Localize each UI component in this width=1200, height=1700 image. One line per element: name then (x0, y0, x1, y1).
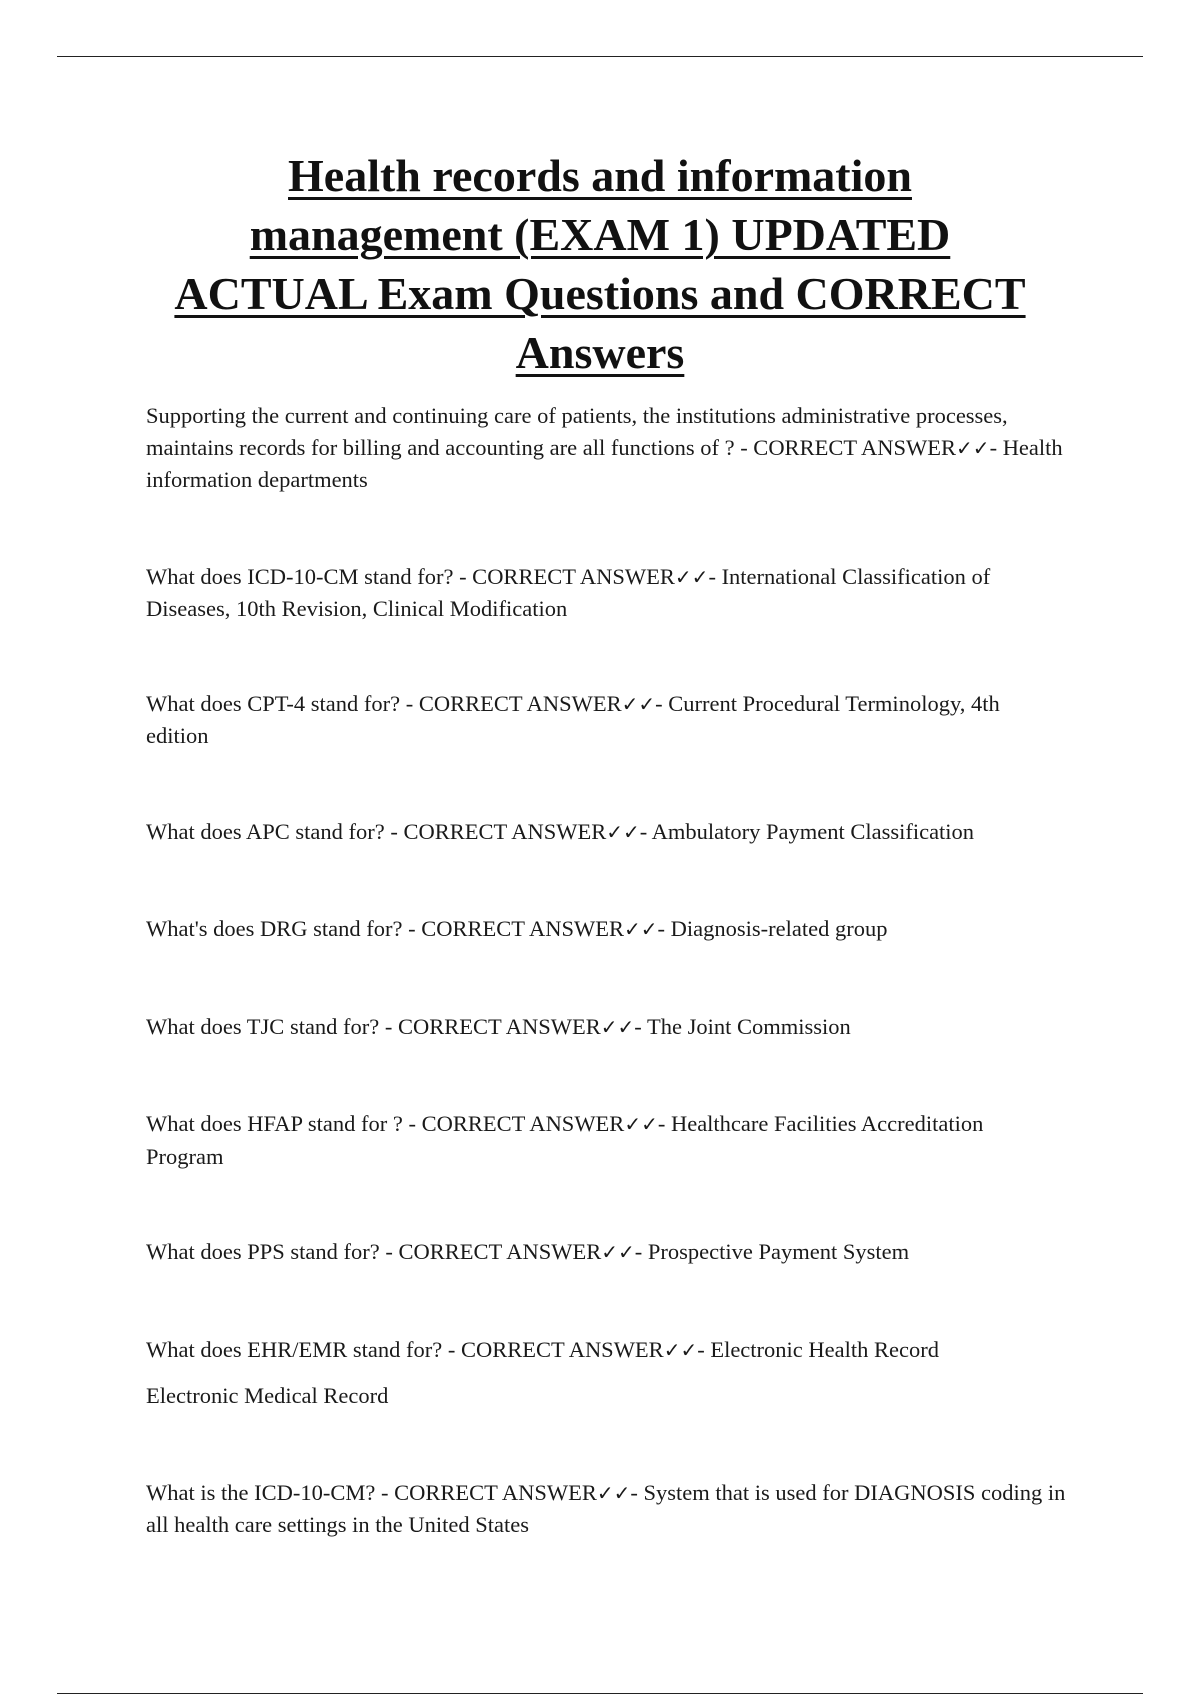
answer-dash: - (634, 1239, 648, 1264)
correct-answer-label: - CORRECT ANSWER (453, 563, 675, 589)
document-title (110, 146, 1090, 382)
correct-answer-label: - CORRECT ANSWER (375, 1479, 597, 1505)
answer-dash: - (708, 563, 722, 589)
answer-text: International Classification of Diseases, 10th Revision, Clinical Modification (146, 563, 991, 621)
answer-text: Electronic Health Record (710, 1336, 939, 1362)
answer-text: System that is used for DIAGNOSIS coding in all health care settings in the United States (146, 1479, 1066, 1537)
question-text: Supporting the current and continuing care of patients, the institutions administrative processes, maintains records for billing and accounting are all functions of ? (146, 403, 1008, 460)
checkmark-icon: ✓✓ (596, 1480, 631, 1505)
question-text: What does APC stand for? (146, 818, 385, 844)
correct-answer-label: - CORRECT ANSWER (402, 1111, 625, 1136)
qa-item (146, 816, 1066, 849)
qa-item (146, 1477, 1066, 1541)
answer-text: Current Procedural Terminology, 4th edition (146, 690, 1000, 748)
answer-dash: - (657, 916, 671, 941)
checkmark-icon: ✓✓ (663, 1337, 698, 1362)
qa-item (146, 1236, 1066, 1269)
question-text: What does ICD-10-CM stand for? (146, 563, 454, 589)
question-text: What's does DRG stand for? (146, 916, 403, 941)
qa-item (146, 1108, 1066, 1172)
answer-text: Health information departments (146, 434, 1063, 492)
checkmark-icon: ✓✓ (956, 435, 990, 460)
correct-answer-label: - CORRECT ANSWER (379, 1013, 601, 1039)
answer-text: Prospective Payment System (647, 1239, 910, 1264)
checkmark-icon: ✓✓ (674, 564, 709, 589)
answer-dash: - (639, 818, 652, 844)
qa-item (146, 913, 1066, 946)
answer-text: Diagnosis-related group (670, 916, 888, 941)
qa-item (146, 688, 1066, 752)
qa-item (146, 1011, 1066, 1044)
question-text: What does HFAP stand for ? (146, 1111, 403, 1136)
question-text: What is the ICD-10-CM? (146, 1479, 376, 1505)
qa-item (146, 400, 1066, 496)
answer-dash: - (697, 1336, 711, 1362)
title-line-3: ACTUAL Exam Questions and CORRECT (174, 268, 1026, 319)
answer-text: Ambulatory Payment Classification (651, 818, 975, 844)
correct-answer-label: - CORRECT ANSWER (442, 1336, 664, 1362)
title-line-2: management (EXAM 1) UPDATED (249, 209, 951, 260)
checkmark-icon: ✓✓ (623, 917, 658, 941)
question-text: What does PPS stand for? (146, 1239, 380, 1264)
title-line-4: Answers (515, 327, 685, 378)
question-text: What does TJC stand for? (146, 1013, 380, 1039)
checkmark-icon: ✓✓ (624, 1112, 658, 1136)
answer-dash: - (634, 1013, 648, 1039)
checkmark-icon: ✓✓ (606, 819, 640, 844)
answer-text-continued: Electronic Medical Record (146, 1383, 389, 1408)
answer-dash: - (655, 690, 669, 716)
qa-item (146, 1334, 1066, 1412)
correct-answer-label: - CORRECT ANSWER (402, 916, 624, 941)
question-text: What does EHR/EMR stand for? (146, 1336, 443, 1362)
answer-dash: - (657, 1111, 671, 1136)
checkmark-icon: ✓✓ (600, 1014, 635, 1039)
answer-dash: - (630, 1479, 644, 1505)
correct-answer-label: - CORRECT ANSWER (379, 1239, 602, 1264)
correct-answer-label: - CORRECT ANSWER (384, 818, 607, 844)
qa-list (146, 400, 1066, 1541)
correct-answer-label: - CORRECT ANSWER (734, 434, 957, 460)
checkmark-icon: ✓✓ (601, 1240, 635, 1264)
bottom-rule (57, 1693, 1143, 1694)
correct-answer-label: - CORRECT ANSWER (400, 690, 622, 716)
answer-dash: - (989, 434, 1003, 460)
qa-item (146, 561, 1066, 625)
top-rule (57, 56, 1143, 57)
question-text: What does CPT-4 stand for? (146, 690, 401, 716)
answer-text: The Joint Commission (647, 1013, 851, 1039)
checkmark-icon: ✓✓ (621, 691, 656, 716)
answer-text: Healthcare Facilities Accreditation Program (146, 1111, 984, 1169)
title-line-1: Health records and information (288, 150, 912, 201)
